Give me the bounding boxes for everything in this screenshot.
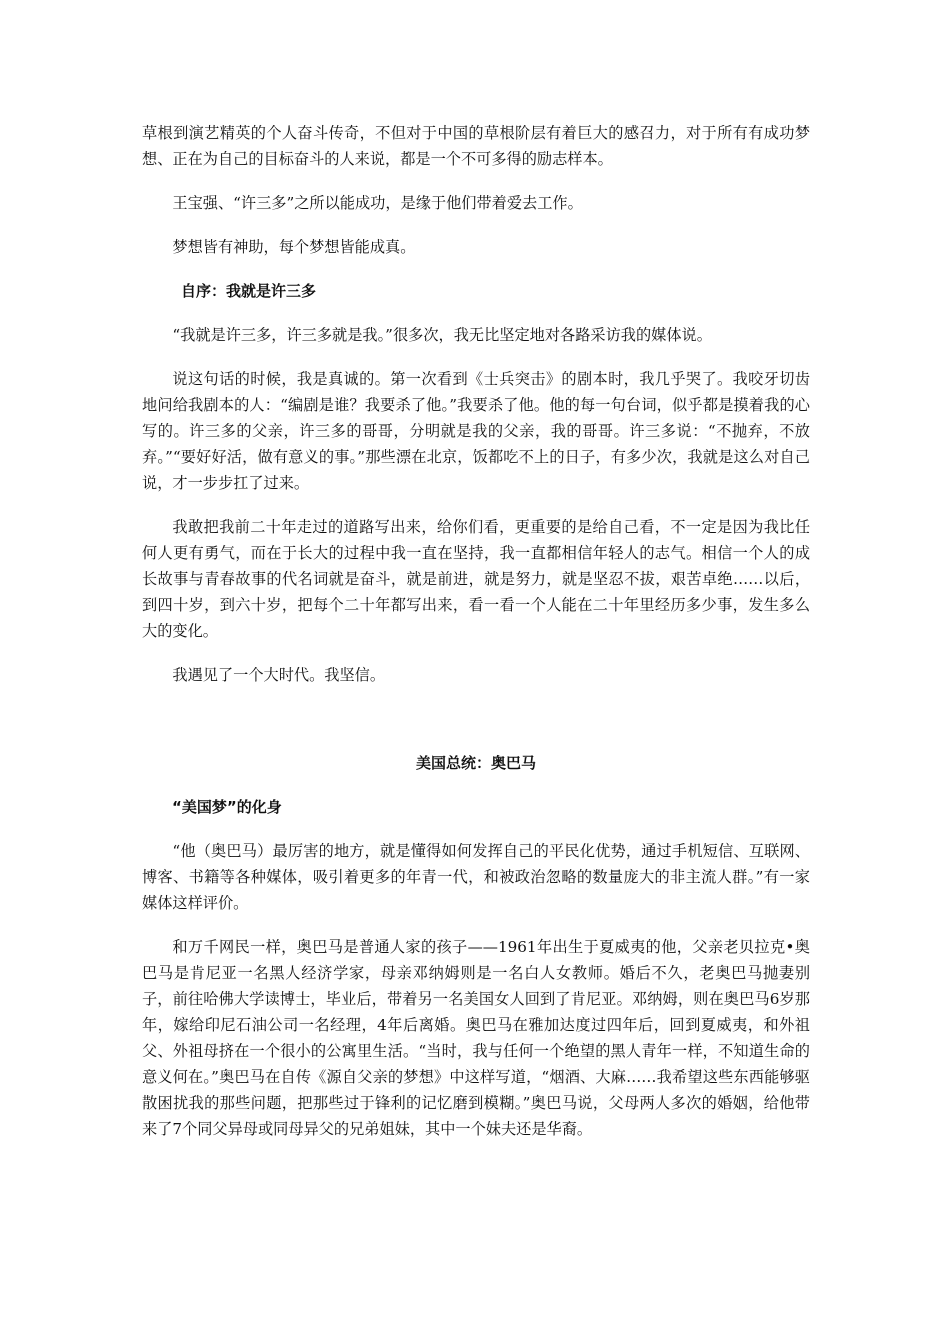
preface-paragraph-2: 说这句话的时候，我是真诚的。第一次看到《士兵突击》的剧本时，我几乎哭了。我咬牙切齿地问给我剧本的人：“编剧是谁？我要杀了他。”我要杀了他。他的每一句台词，似乎都是摸着我的心写的。许三多的父亲，许三多的哥哥，分明就是我的父亲，我的哥哥。许三多说：“不抛弃，不放弃。”“要好好活，做有意义的事。”那些漂在北京，饭都吃不上的日子，有多少次，我就是这么对自己说，才一步步扛了过来。 [142,370,810,492]
intro-paragraph-3: 梦想皆有神助，每个梦想皆能成真。 [172,238,416,256]
intro-paragraph-2: 王宝强、“许三多”之所以能成功，是缘于他们带着爱去工作。 [172,194,583,212]
intro-paragraph-1: 草根到演艺精英的个人奋斗传奇，不但对于中国的草根阶层有着巨大的感召力，对于所有有成功梦想、正在为自己的目标奋斗的人来说，都是一个不可多得的励志样本。 [142,124,810,168]
preface-paragraph-4: 我遇见了一个大时代。我坚信。 [172,666,386,684]
preface-paragraph-3: 我敢把我前二十年走过的道路写出来，给你们看，更重要的是给自己看，不一定是因为我比任何人更有勇气，而在于长大的过程中我一直在坚持，我一直都相信年轻人的志气。相信一个人的成长故事与青春故事的代名词就是奋斗，就是前进，就是努力，就是坚忍不拔，艰苦卓绝……以后，到四十岁，到六十岁，把每个二十年都写出来，看一看一个人能在二十年里经历多少事，发生多么大的变化。 [142,518,810,640]
preface-paragraph-1: “我就是许三多，许三多就是我。”很多次，我无比坚定地对各路采访我的媒体说。 [172,326,712,344]
section-title-obama: 美国总统：奥巴马 [415,754,536,772]
sub-heading-american-dream: “美国梦”的化身 [172,798,282,816]
obama-paragraph-2: 和万千网民一样，奥巴马是普通人家的孩子——1961年出生于夏威夷的他，父亲老贝拉克•奥巴马是肯尼亚一名黑人经济学家，母亲邓纳姆则是一名白人女教师。婚后不久，老奥巴马抛妻别子，前往哈佛大学读博士，毕业后，带着另一名美国女人回到了肯尼亚。邓纳姆，则在奥巴马6岁那年，嫁给印尼石油公司一名经理，4年后离婚。奥巴马在雅加达度过四年后，回到夏威夷，和外祖父、外祖母挤在一个很小的公寓里生活。“当时，我与任何一个绝望的黑人青年一样，不知道生命的意义何在。”奥巴马在自传《源自父亲的梦想》中这样写道，“烟酒、大麻……我希望这些东西能够驱散困扰我的那些问题，把那些过于锋利的记忆磨到模糊。”奥巴马说，父母两人多次的婚姻，给他带来了7个同父异母或同母异父的兄弟姐妹，其中一个妹夫还是华裔。 [142,938,810,1138]
text-column [142,120,810,1142]
obama-paragraph-1: “他（奥巴马）最厉害的地方，就是懂得如何发挥自己的平民化优势，通过手机短信、互联网、博客、书籍等各种媒体，吸引着更多的年青一代，和被政治忽略的数量庞大的非主流人群。”有一家媒体这样评价。 [142,842,810,912]
preface-heading: 自序：我就是许三多 [181,282,317,300]
